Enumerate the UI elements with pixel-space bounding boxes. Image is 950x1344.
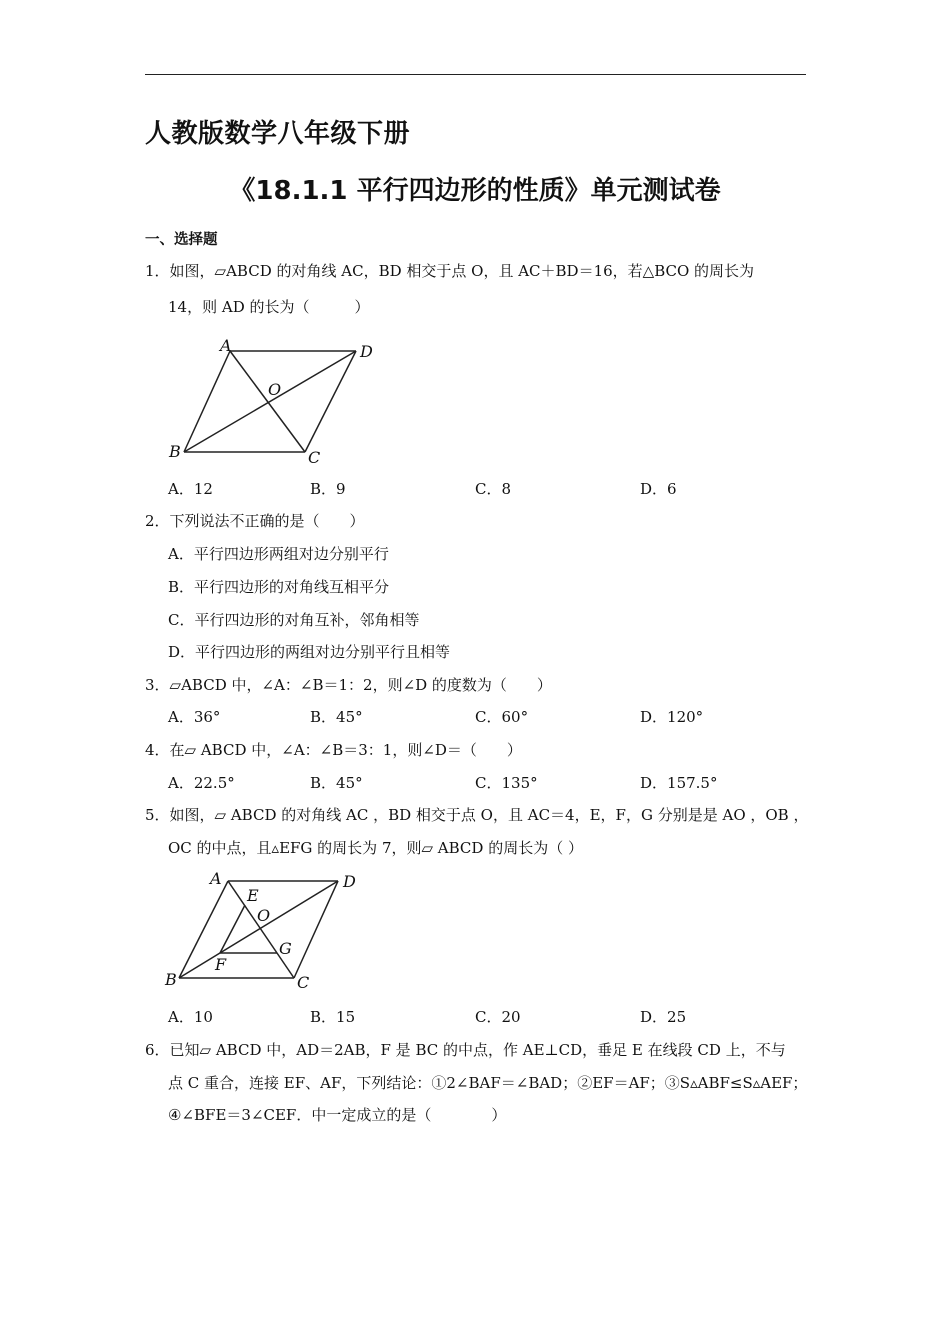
q5-label-c: C	[297, 973, 310, 992]
q1-label-o: O	[268, 380, 282, 399]
q1-option-d[interactable]: D．6	[640, 480, 677, 498]
q5-label-f: F	[215, 955, 227, 974]
q2-stem: 2．下列说法不正确的是（ ）	[145, 512, 365, 530]
q1-label-d: D	[360, 342, 373, 361]
q1-stem-line1: 1．如图，▱ABCD 的对角线 AC，BD 相交于点 O，且 AC＋BD＝16，若△BCO 的周长为	[145, 262, 755, 280]
q5-option-c[interactable]: C．20	[475, 1008, 521, 1026]
q1-label-b: B	[169, 442, 181, 461]
q3-option-b[interactable]: B．45°	[310, 708, 363, 726]
q1-option-c[interactable]: C．8	[475, 480, 512, 498]
q2-option-c[interactable]: C．平行四边形的对角互补，邻角相等	[168, 611, 420, 629]
q6-stem-line3: ④∠BFE＝3∠CEF．中一定成立的是（ ）	[168, 1106, 507, 1124]
q5-label-o: O	[257, 906, 271, 925]
q4-option-d[interactable]: D．157.5°	[640, 774, 718, 792]
q1-option-a[interactable]: A．12	[168, 480, 213, 498]
page-subtitle: 《18.1.1 平行四边形的性质》单元测试卷	[229, 176, 721, 206]
q6-stem-line1: 6．已知▱ ABCD 中，AD＝2AB，F 是 BC 的中点，作 AE⊥CD，垂足 E 在线段 CD 上，不与	[145, 1041, 786, 1059]
q4-option-c[interactable]: C．135°	[475, 774, 538, 792]
q1-stem-line2: 14，则 AD 的长为（ ）	[168, 298, 370, 316]
q1-option-b[interactable]: B．9	[310, 480, 346, 498]
q3-stem: 3．▱ABCD 中，∠A：∠B＝1：2，则∠D 的度数为（ ）	[145, 676, 552, 694]
q5-label-a: A	[210, 869, 222, 888]
q5-option-d[interactable]: D．25	[640, 1008, 687, 1026]
q5-stem-line2: OC 的中点，且▵EFG 的周长为 7，则▱ ABCD 的周长为（ ）	[168, 839, 583, 857]
q4-option-a[interactable]: A．22.5°	[168, 774, 235, 792]
q3-option-d[interactable]: D．120°	[640, 708, 704, 726]
q4-option-b[interactable]: B．45°	[310, 774, 363, 792]
page-title: 人教版数学八年级下册	[145, 119, 411, 149]
q2-option-d[interactable]: D．平行四边形的两组对边分别平行且相等	[168, 643, 451, 661]
q1-parallelogram-figure	[160, 335, 390, 470]
q5-option-a[interactable]: A．10	[168, 1008, 213, 1026]
q5-label-d: D	[343, 872, 356, 891]
q5-option-b[interactable]: B．15	[310, 1008, 356, 1026]
q1-label-a: A	[220, 336, 232, 355]
q5-parallelogram-figure	[160, 866, 375, 996]
q3-option-a[interactable]: A．36°	[168, 708, 221, 726]
q6-stem-line2: 点 C 重合，连接 EF、AF，下列结论：①2∠BAF＝∠BAD；②EF＝AF；③S▵ABF≤S▵AEF；	[168, 1074, 808, 1092]
q1-label-c: C	[308, 448, 321, 467]
q2-option-b[interactable]: B．平行四边形的对角线互相平分	[168, 578, 390, 596]
q5-stem-line1: 5．如图，▱ ABCD 的对角线 AC ，BD 相交于点 O，且 AC＝4，E，F，G 分别是是 AO ，OB ，	[145, 806, 809, 824]
q5-label-g: G	[279, 939, 292, 958]
q5-label-e: E	[247, 886, 259, 905]
q4-stem: 4．在▱ ABCD 中，∠A：∠B＝3：1，则∠D＝（ ）	[145, 741, 522, 759]
section-heading: 一、选择题	[145, 232, 218, 248]
q2-option-a[interactable]: A．平行四边形两组对边分别平行	[168, 545, 389, 563]
q3-option-c[interactable]: C．60°	[475, 708, 529, 726]
header-rule	[145, 74, 806, 75]
q5-label-b: B	[165, 970, 177, 989]
